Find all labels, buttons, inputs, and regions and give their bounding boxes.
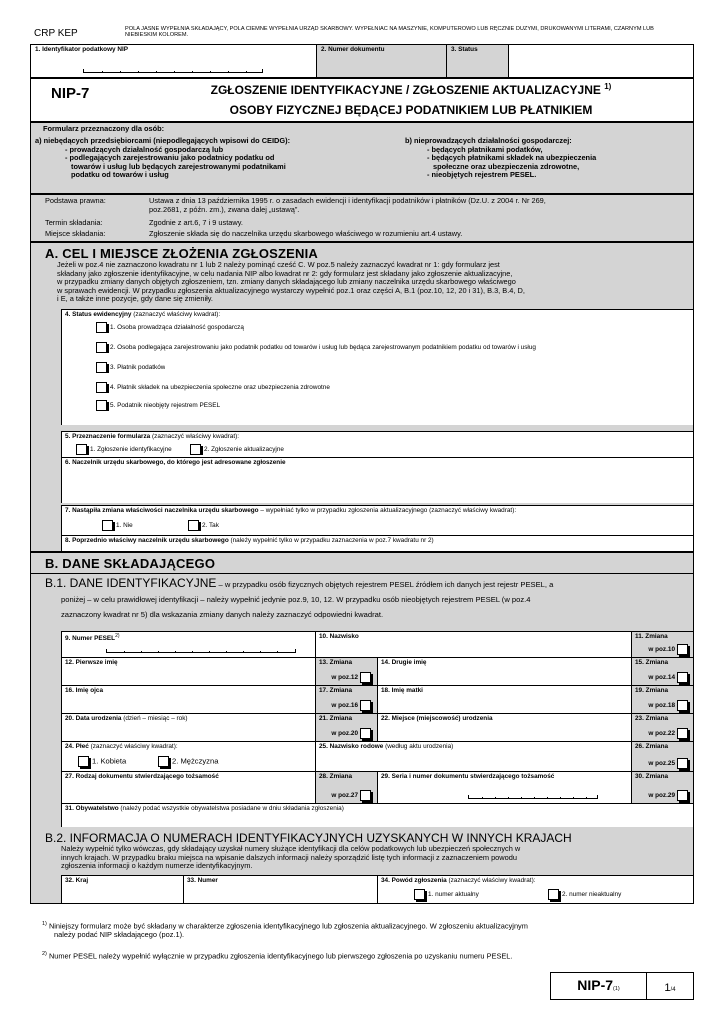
divider xyxy=(31,573,693,574)
deadline-text: Zgodnie z art.6, 7 i 9 ustawy. xyxy=(149,219,243,227)
f4-opt-5[interactable]: 5. Podatnik nieobjęty rejestrem PESEL xyxy=(96,400,220,411)
checkbox[interactable] xyxy=(360,728,371,739)
b2-text-2: innych krajach. W przypadku braku miejsca na wpisanie dalszych informacji należy sporządzić listę tych informacji z zaznaczeniem powodu xyxy=(61,852,517,862)
drugie-imie-field[interactable]: 14. Drugie imię xyxy=(378,658,632,685)
b1-title: B.1. DANE IDENTYFIKACYJNE xyxy=(45,576,217,590)
section-a-p5: i E, a także inne pozycje, gdy dane się zmieniły. xyxy=(57,294,213,304)
checkbox[interactable] xyxy=(158,756,169,767)
zmiana-16-field: 17. Zmiana w poz.16 xyxy=(316,686,378,713)
b1-row-6 xyxy=(62,772,693,804)
zmiana-29-field: 30. Zmiana w poz.29 xyxy=(632,772,693,803)
plec-mezczyzna-option[interactable]: 2. Mężczyzna xyxy=(158,756,218,767)
f4-opt-4[interactable]: 4. Płatnik składek na ubezpieczenia społeczne oraz ubezpieczenia zdrowotne xyxy=(96,382,330,393)
checkbox[interactable] xyxy=(677,644,688,655)
legal-block xyxy=(30,194,694,242)
basis-label: Podstawa prawna: xyxy=(45,197,106,205)
f5-label: 5. Przeznaczenie formularza (zaznaczyć właściwy kwadrat): xyxy=(65,433,240,440)
pesel-field[interactable]: 9. Numer PESEL$^{2)}$ xyxy=(62,632,316,657)
place-label: Miejsce składania: xyxy=(45,230,106,238)
imie-ojca-field[interactable]: 16. Imię ojca xyxy=(62,686,316,713)
imie-matki-field[interactable]: 18. Imię matki xyxy=(378,686,632,713)
checkbox[interactable] xyxy=(190,444,201,455)
intended-b1: - będących płatnikami podatków, xyxy=(427,144,543,154)
b2-text-1: Należy wypełnić tylko wówczas, gdy składający uzyskał numery służące identyfikacji dla celów podatkowych lub ubezpieczeń społecznych w xyxy=(61,845,521,853)
title-footnote-ref: 1) xyxy=(604,82,612,91)
zmiana-25-field: 26. Zmiana w poz.25 xyxy=(632,742,693,771)
checkbox[interactable] xyxy=(414,889,425,900)
naczelnik-field[interactable] xyxy=(61,457,693,503)
title-block xyxy=(30,78,694,122)
b2-grid xyxy=(61,875,693,904)
b1-intro xyxy=(45,576,691,622)
document-number-label: 2. Numer dokumentu xyxy=(321,46,385,53)
header-instructions: POLA JASNE WYPEŁNIA SKŁADAJĄCY, POLA CIEMNE WYPEŁNIA URZĄD SKARBOWY. WYPEŁNIAĆ NA MASZYNIE, KOMPUTEROWO LUB RĘCZNIE DUŻYMI, DRUKOWANYMI LITERAMI, CZARNYM LUB NIEBIESKIM KOLOREM. xyxy=(125,26,654,39)
deadline-label: Termin składania: xyxy=(45,219,103,227)
b2-row xyxy=(62,876,693,904)
kraj-field[interactable]: 32. Kraj xyxy=(62,876,184,904)
intended-a1: - prowadzących działalność gospodarczą lub xyxy=(65,144,224,154)
f4-opt-3[interactable]: 3. Płatnik podatków xyxy=(96,362,165,373)
intended-b-title: b) nieprowadzących działalności gospodarczej: xyxy=(405,137,572,145)
obywatelstwo-field[interactable]: 31. Obywatelstwo (należy podać wszystkie obywatelstwa posiadane w dniu składania zgłoszenia) xyxy=(65,805,344,812)
nazwisko-rodowe-field[interactable]: 25. Nazwisko rodowe (według aktu urodzenia) xyxy=(316,742,632,771)
footnote-2: $^{2)}$ Numer PESEL należy wypełnić wyłącznie w przypadku zgłoszenia identyfikacyjnego lub pierwszego zgłoszenia po uzyskaniu numeru PESEL. xyxy=(42,951,513,961)
checkbox[interactable] xyxy=(96,322,107,333)
checkbox[interactable] xyxy=(548,889,559,900)
nip-field[interactable] xyxy=(31,45,317,77)
przeznaczenie-field xyxy=(61,431,693,457)
checkbox[interactable] xyxy=(677,700,688,711)
section-a-title: A. CEL I MIEJSCE ZŁOŻENIA ZGŁOSZENIA xyxy=(45,246,318,261)
section-a-p3: w przypadku zmiany danych objętych zgłoszeniem, tzn. zmiany danych składającego lub zmiany naczelnika urzędu skarbowego właściwego xyxy=(57,277,516,287)
checkbox[interactable] xyxy=(360,672,371,683)
section-a xyxy=(30,242,694,552)
zmiana-wlasciwosci-field xyxy=(61,505,693,535)
f7-opt-1[interactable]: 1. Nie xyxy=(102,520,133,531)
section-a-p4: w sprawach ewidencji. W przypadku zgłoszenia aktualizacyjnego wystarczy wypełnić poz.1 oraz części A, B.1 (poz.10, 12, 20 i 31), B.3, B.4, D, xyxy=(57,285,525,295)
zmiana-22-field: 23. Zmiana w poz.22 xyxy=(632,714,693,741)
f7-label: 7. Nastąpiła zmiana właściwości naczelnika urzędu skarbowego – wypełniać tylko w przypadku zgłoszenia aktualizacyjnego (zaznaczyć właściwy kwadrat): xyxy=(65,507,517,514)
numer-field[interactable]: 33. Numer xyxy=(184,876,378,904)
section-a-p1: Jeżeli w poz.4 nie zaznaczono kwadratu nr 1 lub 2 należy pominąć cześć C. W poz.5 należy zaznaczyć kwadrat nr 1: gdy formularz jest xyxy=(57,261,500,269)
title-line-1-text: ZGŁOSZENIE IDENTYFIKACYJNE / ZGŁOSZENIE AKTUALIZACYJNE xyxy=(210,83,601,97)
place-text: Zgłoszenie składa się do naczelnika urzędu skarbowego właściwego w rozumieniu art.4 ustawy. xyxy=(149,230,463,238)
powod-zgloszenia-field: 34. Powód zgłoszenia (zaznaczyć właściwy kwadrat): 1. numer aktualny 2. numer nieaktualny xyxy=(381,877,622,899)
intended-b2: - będących płatnikami składek na ubezpieczenia xyxy=(427,153,597,163)
f6-label: 6. Naczelnik urzędu skarbowego, do którego jest adresowane zgłoszenie xyxy=(65,459,286,466)
b1-row-5 xyxy=(62,742,693,772)
checkbox[interactable] xyxy=(677,790,688,801)
basis-text-2: poz.2681, z późn. zm.), zwana dalej „ustawą”. xyxy=(149,204,300,214)
b1-row-2 xyxy=(62,658,693,686)
title-line-2: OSOBY FIZYCZNEJ BĘDĄCEJ PODATNIKIEM LUB PŁATNIKIEM xyxy=(229,103,593,117)
checkbox[interactable] xyxy=(76,444,87,455)
intended-a xyxy=(35,137,375,180)
pierwsze-imie-field[interactable]: 12. Pierwsze imię xyxy=(62,658,316,685)
f4-opt-2[interactable]: 2. Osoba podlegająca zarejestrowaniu jako podatnik podatku od towarów i usług lub będąca zarejestrowanym podatnikiem podatku od towarów i usług xyxy=(96,342,536,353)
footnote-1: $^{1)}$ Niniejszy formularz może być składany w charakterze zgłoszenia identyfikacyjnego lub zgłoszenia aktualizacyjnego. W zgłoszeniu aktualizacyjnym należy podać NIP składającego (poz.1). xyxy=(42,920,692,940)
numer-nieaktualny-option[interactable]: 2. numer nieaktualny xyxy=(548,889,621,900)
checkbox[interactable] xyxy=(96,400,107,411)
intended-a4: podatku od towarów i usług xyxy=(71,170,169,180)
basis-text xyxy=(149,197,689,214)
plec-kobieta-option[interactable]: 1. Kobieta xyxy=(78,756,126,767)
intended-for-block xyxy=(30,122,694,194)
intended-a3: towarów i usług lub będących zarejestrowanymi podatnikami xyxy=(71,161,286,171)
seria-numer-field[interactable]: 29. Seria i numer dokumentu stwierdzającego tożsamość xyxy=(378,772,632,803)
checkbox[interactable] xyxy=(96,362,107,373)
footer-box xyxy=(550,972,694,1000)
miejsce-urodzenia-field[interactable]: 22. Miejsce (miejscowość) urodzenia xyxy=(378,714,632,741)
f5-opt-2[interactable]: 2. Zgłoszenie aktualizacyjne xyxy=(190,444,284,455)
status-label: 3. Status xyxy=(451,46,478,53)
nazwisko-field[interactable]: 10. Nazwisko xyxy=(316,632,632,657)
f4-label: 4. Status ewidencyjny (zaznaczyć właściwy kwadrat): xyxy=(65,311,221,318)
b1-row-4 xyxy=(62,714,693,742)
data-urodzenia-field[interactable]: 20. Data urodzenia (dzień – miesiąc – rok) xyxy=(62,714,316,741)
intended-b xyxy=(405,137,691,180)
b2-title: B.2. INFORMACJA O NUMERACH IDENTYFIKACYJNYCH UZYSKANYCH W INNYCH KRAJACH xyxy=(45,831,572,845)
b1-text-3: zaznaczony kwadrat nr 5) dla wskazania zmiany danych należy zaznaczyć odpowiedni kwadrat. xyxy=(61,610,384,619)
numer-aktualny-option[interactable]: 1. numer aktualny xyxy=(414,889,479,900)
zmiana-20-field: 21. Zmiana w poz.20 xyxy=(316,714,378,741)
status-field xyxy=(447,45,509,77)
checkbox[interactable] xyxy=(360,790,371,801)
rodzaj-dokumentu-field[interactable]: 27. Rodzaj dokumentu stwierdzającego tożsamość xyxy=(62,772,316,803)
crp-kep-label: CRP KEP xyxy=(34,28,78,39)
f4-opt-1[interactable]: 1. Osoba prowadząca działalność gospodarczą xyxy=(96,322,244,333)
plec-field: 24. Płeć (zaznaczyć właściwy kwadrat): 1. Kobieta 2. Mężczyzna xyxy=(62,742,316,771)
zmiana-18-field: 19. Zmiana w poz.18 xyxy=(632,686,693,713)
basis-text-1: Ustawa z dnia 13 października 1995 r. o zasadach ewidencji i identyfikacji podatników i płatników (Dz.U. z 2004 r. Nr 269, xyxy=(149,197,546,205)
f7-opt-2[interactable]: 2. Tak xyxy=(188,520,219,531)
intended-heading: Formularz przeznaczony dla osób: xyxy=(43,124,165,133)
poprzedni-naczelnik-field[interactable] xyxy=(61,535,693,552)
checkbox[interactable] xyxy=(102,520,113,531)
form-code: NIP-7 xyxy=(51,85,90,102)
intended-b3: społeczne oraz ubezpieczenia zdrowotne, xyxy=(433,161,580,171)
zmiana-12-field: 13. Zmiana w poz.12 xyxy=(316,658,378,685)
intended-a-title: a) niebędących przedsiębiorcami (niepodlegających wpisowi do CEIDG): xyxy=(35,137,291,145)
section-a-instructions xyxy=(57,261,687,304)
checkbox[interactable] xyxy=(360,700,371,711)
checkbox[interactable] xyxy=(188,520,199,531)
checkbox[interactable] xyxy=(96,342,107,353)
b2-text-3: zgłoszenia informacji o każdym numerze identyfikacyjnym. xyxy=(61,861,253,871)
f5-opt-1[interactable]: 1. Zgłoszenie identyfikacyjne xyxy=(76,444,172,455)
document-number-field xyxy=(317,45,447,77)
checkbox[interactable] xyxy=(677,728,688,739)
status-ewidencyjny-field xyxy=(61,309,693,425)
footer-code: NIP-7(1) xyxy=(551,973,647,999)
b1-grid xyxy=(61,631,693,827)
footer-page: 1/4 xyxy=(664,982,676,994)
form-page xyxy=(30,22,694,1002)
nip-ticks xyxy=(83,69,263,73)
section-b-title: B. DANE SKŁADAJĄCEGO xyxy=(45,556,216,571)
b1-row-3 xyxy=(62,686,693,714)
b1-row-7 xyxy=(62,804,693,827)
b1-text-1: – w przypadku osób fizycznych objętych rejestrem PESEL źródłem ich danych jest rejestr PESEL, a xyxy=(216,580,554,589)
b2-instructions xyxy=(61,845,691,871)
b1-text-2: poniżej – w celu prawidłowej identyfikacji – należy wypełnić jedynie poz.9, 10, 12. W przypadku osób nieobjętych rejestrem PESEL (w poz.4 xyxy=(61,595,531,604)
zmiana-27-field: 28. Zmiana w poz.27 xyxy=(316,772,378,803)
zmiana-14-field: 15. Zmiana w poz.14 xyxy=(632,658,693,685)
checkbox[interactable] xyxy=(96,382,107,393)
nip-label: 1. Identyfikator podatkowy NIP xyxy=(35,46,129,53)
checkbox[interactable] xyxy=(78,756,89,767)
zmiana-10-field: 11. Zmiana w poz.10 xyxy=(632,632,693,657)
checkbox[interactable] xyxy=(677,672,688,683)
intended-b4: - nieobjętych rejestrem PESEL. xyxy=(427,170,537,180)
section-a-p2: składany jako zgłoszenie identyfikacyjne, w celu nadania NIP albo kwadrat nr 2: gdy formularz jest składany jako zgłoszenie aktualizacyjne, xyxy=(57,268,513,278)
intended-a2: - podlegających zarejestrowaniu jako podatnicy podatku od xyxy=(65,153,275,163)
section-b xyxy=(30,552,694,904)
footnote-1b: należy podać NIP składającego (poz.1). xyxy=(54,930,185,940)
checkbox[interactable] xyxy=(677,758,688,769)
title-line-1 xyxy=(131,82,691,97)
f8-label: 8. Poprzednio właściwy naczelnik urzędu skarbowego (należy wypełnić tylko w przypadku zaznaczenia w poz.7 kwadratu nr 2) xyxy=(65,537,434,544)
top-fields xyxy=(30,44,694,78)
b1-row-1 xyxy=(62,632,693,658)
